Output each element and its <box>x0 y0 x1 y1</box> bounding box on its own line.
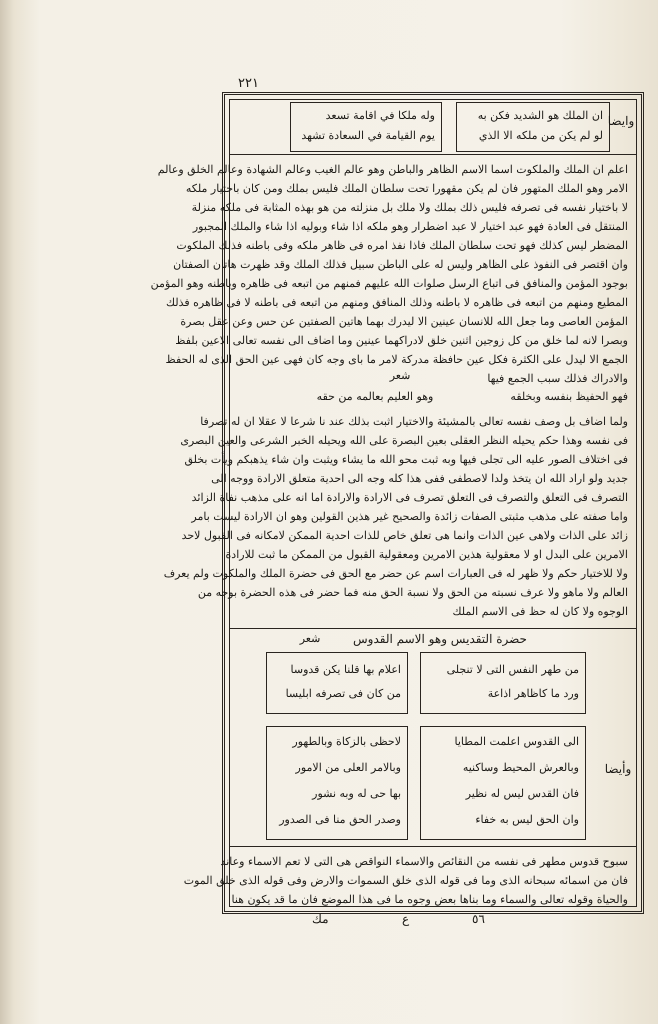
inner-border <box>150 99 637 907</box>
inline-verse-left: وهو العليم بعالمه من حقه <box>316 390 434 403</box>
verse-line: وبالامر العلى من الامور <box>295 761 401 774</box>
text-line: ولا للاختيار حكم ولا ظهر له فى العبارات اسم عن حضر مع الحق فى حضرة الملك والملكوت ولم يعرف <box>163 567 628 580</box>
divider <box>230 154 636 155</box>
text-frame <box>150 92 644 914</box>
text-line: سبوح قدوس مطهر فى نفسه من النقائص والاسماء النواقص هى التى لا تعم الاسماء وعاند <box>220 855 628 868</box>
text-line: الامرين على البدل او لا معقولية هذين الامرين ومعقولية القبول من الممكن ما ثبت للارادة <box>225 548 628 561</box>
text-line: فى اختلاف الصور عليه الى تجلى فيها وبه ثبت محو الله ما يشاء ويثبت وان شاء يذهبكم ويأت بخلق <box>184 453 628 466</box>
verse-line: من كان فى تصرفه ابليسا <box>285 687 401 700</box>
text-line: الامر وهو الملك المتهور فان لم يكن مقهورا تحت سلطان الملك فليس بملك ومن كان باختيار ملكه <box>185 182 628 195</box>
poem-lower-right-box <box>420 726 586 840</box>
text-line: فان من اسمائه سبحانه الذى وما فى قوله الذى خلق السموات والارض وفى قوله الذى خلق الموت <box>183 874 628 887</box>
footer-number: ٥٦ <box>472 912 485 926</box>
text-line: والادراك فذلك سبب الجمع فيها <box>487 372 628 385</box>
verse-line: وله ملكا في اقامة تسعد <box>325 109 435 122</box>
verse-line: يوم القيامة في السعادة تشهد <box>301 129 435 142</box>
verse-line: بها حى له وبه نشور <box>312 787 401 800</box>
text-line: المؤمن العاصى وما جعل الله للانسان عينين الا ليدرك بهما هاتين الصفتين عن حس وعن عقل بصرة <box>180 315 628 328</box>
inline-verse-right: فهو الحفيظ بنفسه وبخلقه <box>510 390 628 403</box>
verse-line: وصدر الحق منا فى الصدور <box>279 813 401 826</box>
verse-line: فان القدس ليس له نظير <box>465 787 579 800</box>
page-number: ٢٢١ <box>238 76 259 91</box>
divider <box>230 846 636 847</box>
text-line: لا باختيار نفسه فى تصرفه فليس ذلك بملك ولا ملك بل منزلته من هو بهذه المثابة فى ملكه منزلة <box>191 201 628 214</box>
text-line: واما صفته على مذهب مثبتى الصفات زائدة والصحيح غير هذين القولين وهو ان الارادة ليست بامر <box>191 510 628 523</box>
poem-mid-right-box <box>420 652 586 714</box>
section-marker: شعر <box>299 632 321 645</box>
verse-line: الى القدوس اعلمت المطايا <box>454 735 579 748</box>
top-poem-right-box <box>456 102 610 152</box>
verse-line: ورد ما كاظاهر اذاعة <box>487 687 579 700</box>
footer-catchword-left: مك <box>312 912 329 926</box>
text-line: فى نفسه وهذا حكم يحيله النظر العقلى بعين البصرة على الله ويحيله الخبر الشرعى والعين البصرى <box>180 434 628 447</box>
text-line: اعلم ان الملك والملكوت اسما الاسم الظاهر والباطن وهو عالم الغيب وعالم الشهادة وعالم الخلق وعالم <box>157 163 628 176</box>
text-line: بوجود المؤمن والمنافق فى اتباع الرسل صلوات الله عليهم فمنهم من اتبعه فى ظاهره وباطنه وهو المؤمن <box>150 277 628 290</box>
top-poem-left-box <box>290 102 442 152</box>
text-line: الجمع الا ليدل على الكثرة فكل عين حافظة مدركة لامر ما باى وجه كان فهى عين الحق الذى له الحفظ <box>165 353 628 366</box>
verse-line: لاحظى بالزكاة وبالطهور <box>292 735 401 748</box>
text-line: التصرف فى التعلق والتصرف فى التعلق تصرف فى الارادة والارادة اما انه على مذهب نفاة الزائد <box>191 491 628 504</box>
section-title: حضرة التقديس وهو الاسم القدوس <box>353 632 527 646</box>
text-line: والحياة وقوله تعالى والسماء وما بناها بعض وجوه ما فى هذا الموضع فان ما قد يكون هنا <box>231 893 628 906</box>
verse-line: ان الملك هو الشديد فكن به <box>477 109 603 122</box>
text-line: الوجوه ولا كان له حظ فى الاسم الملك <box>452 605 628 618</box>
text-line: جديد ولو اراد الله ان يتخذ ولدا لاصطفى ففى هذا كله وجه الى احدية متعلق الارادة ووجه الى <box>211 472 628 485</box>
text-line: وان اقتصر فى النفوذ على الظاهر وليس له على الباطن سبيل فذلك الملك وقد ظهرت هاتان الصفتان <box>173 258 628 271</box>
poem-lower-label: وأيضا <box>604 762 632 776</box>
divider <box>230 628 636 629</box>
text-line: المطيع ومنهم من اتبعه فى ظاهره لا باطنه وذلك المنافق ومنهم من اتبعه فى باطنه لا فى ظاهره فذلك <box>166 296 628 309</box>
text-line: وبصرا لانه لما خلق من كل زوجين اثنين خلق لادراكهما عينين وما اضاف الى نفسه تعالى الاعين بلفظ <box>175 334 628 347</box>
text-line: ولما اضاف بل وصف نفسه تعالى بالمشيئة والاختيار اثبت بذلك عند نا شرعا لا عقلا ان له تصرفا <box>200 415 628 428</box>
poem-lower-left-box <box>266 726 408 840</box>
top-poem-label: وايضا <box>607 114 635 128</box>
verse-line: اعلام بها قلنا يكن قدوسا <box>290 663 401 676</box>
text-line: المنتقل فى العادة فهو عبد اختيار لا عبد اضطرار وهو ملكه اذا شاء وبوليه اذا شاء والملك المجبور <box>192 220 628 233</box>
text-line: العالم ولا ماهو ولا عرف نسبته من الحق ولا نسبة الحق منه فما حضر فى هذه الحضرة بوجه من <box>197 586 628 599</box>
poem-mid-left-box <box>266 652 408 714</box>
verse-line: وبالعرش المحيط وساكنيه <box>462 761 579 774</box>
text-line: زائد على الذات ولاهى عين الذات وانما هى تعلق خاص للذات احدية الممكن لامكانه فى القبول لاحد <box>181 529 628 542</box>
verse-line: من طهر النفس التى لا تنجلى <box>446 663 579 676</box>
verse-line: وان الحق ليس به خفاء <box>475 813 579 826</box>
verse-line: لو لم يكن من ملكه الا الذي <box>478 129 603 142</box>
footer-signature: ع <box>402 912 410 926</box>
text-line: المضطر ليس كذلك فهو تحت سلطان الملك فاذا نفذ امره فى ظاهر ملكه وفى باطنه فذلك الملكوت <box>176 239 628 252</box>
verse-marker: شعر <box>389 369 411 382</box>
